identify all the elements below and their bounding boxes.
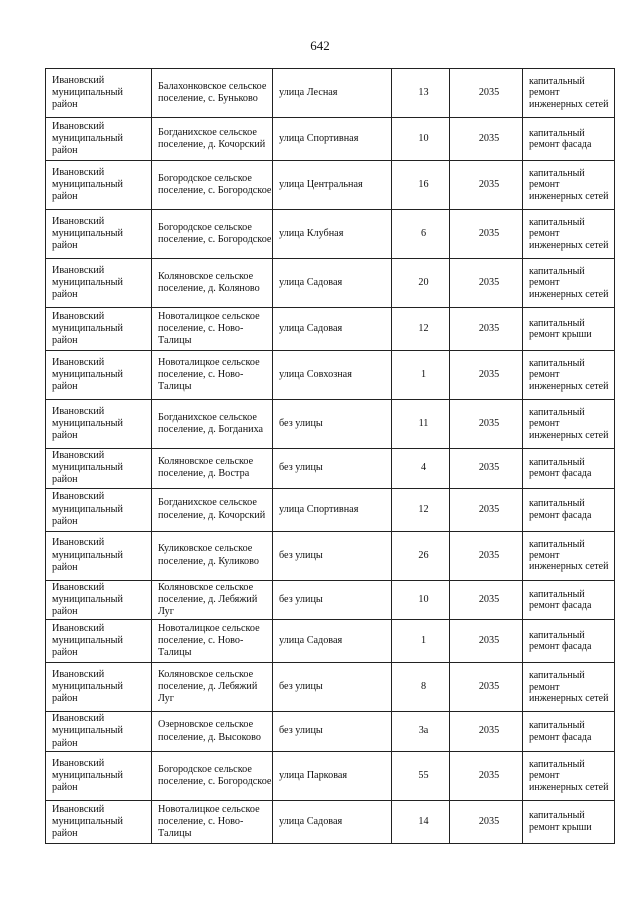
- work-type-cell: капитальный ремонт инженерных сетей: [523, 69, 615, 118]
- year-cell: 2035: [450, 351, 523, 400]
- year-cell: 2035: [450, 800, 523, 843]
- settlement-cell: Новоталицкое сельское поселение, с. Ново-Талицы: [152, 620, 273, 663]
- table-row: [46, 259, 615, 308]
- district-cell: Ивановский муниципальный район: [46, 620, 152, 663]
- year-cell: 2035: [450, 751, 523, 800]
- work-type-cell: капитальный ремонт инженерных сетей: [523, 400, 615, 449]
- house-number-cell: 11: [392, 400, 450, 449]
- house-number-cell: 10: [392, 580, 450, 620]
- settlement-cell: Богданихское сельское поселение, д. Кочорский: [152, 118, 273, 161]
- work-type-cell: капитальный ремонт инженерных сетей: [523, 259, 615, 308]
- district-cell: Ивановский муниципальный район: [46, 580, 152, 620]
- settlement-cell: Балахонковское сельское поселение, с. Буньково: [152, 69, 273, 118]
- work-type-cell: капитальный ремонт фасада: [523, 449, 615, 489]
- district-cell: Ивановский муниципальный район: [46, 259, 152, 308]
- street-cell: без улицы: [273, 449, 392, 489]
- street-cell: улица Спортивная: [273, 488, 392, 531]
- year-cell: 2035: [450, 259, 523, 308]
- house-number-cell: 1: [392, 351, 450, 400]
- settlement-cell: Коляновское сельское поселение, д. Востра: [152, 449, 273, 489]
- work-type-cell: капитальный ремонт инженерных сетей: [523, 751, 615, 800]
- house-number-cell: 12: [392, 308, 450, 351]
- house-number-cell: 16: [392, 161, 450, 210]
- house-number-cell: 20: [392, 259, 450, 308]
- table-row: [46, 69, 615, 118]
- table-row: [46, 118, 615, 161]
- district-cell: Ивановский муниципальный район: [46, 69, 152, 118]
- settlement-cell: Новоталицкое сельское поселение, с. Ново-Талицы: [152, 308, 273, 351]
- work-type-cell: капитальный ремонт крыши: [523, 800, 615, 843]
- year-cell: 2035: [450, 531, 523, 580]
- district-cell: Ивановский муниципальный район: [46, 531, 152, 580]
- year-cell: 2035: [450, 210, 523, 259]
- house-number-cell: 4: [392, 449, 450, 489]
- street-cell: без улицы: [273, 663, 392, 712]
- house-number-cell: 14: [392, 800, 450, 843]
- table-row: [46, 161, 615, 210]
- year-cell: 2035: [450, 308, 523, 351]
- table-row: [46, 488, 615, 531]
- table-row: [46, 400, 615, 449]
- settlement-cell: Богородское сельское поселение, с. Богородское: [152, 161, 273, 210]
- table-body: [46, 69, 615, 844]
- street-cell: улица Садовая: [273, 620, 392, 663]
- year-cell: 2035: [450, 488, 523, 531]
- district-cell: Ивановский муниципальный район: [46, 161, 152, 210]
- table-row: [46, 351, 615, 400]
- table-row: [46, 210, 615, 259]
- year-cell: 2035: [450, 663, 523, 712]
- table-row: [46, 531, 615, 580]
- house-number-cell: 26: [392, 531, 450, 580]
- street-cell: без улицы: [273, 531, 392, 580]
- table-row: [46, 449, 615, 489]
- work-type-cell: капитальный ремонт фасада: [523, 712, 615, 752]
- house-number-cell: 10: [392, 118, 450, 161]
- district-cell: Ивановский муниципальный район: [46, 488, 152, 531]
- work-type-cell: капитальный ремонт крыши: [523, 308, 615, 351]
- street-cell: без улицы: [273, 580, 392, 620]
- district-cell: Ивановский муниципальный район: [46, 712, 152, 752]
- page-number: 642: [310, 38, 330, 53]
- street-cell: улица Парковая: [273, 751, 392, 800]
- house-number-cell: 6: [392, 210, 450, 259]
- work-type-cell: капитальный ремонт фасада: [523, 488, 615, 531]
- year-cell: 2035: [450, 400, 523, 449]
- settlement-cell: Коляновское сельское поселение, д. Лебяжий Луг: [152, 580, 273, 620]
- table-row: [46, 663, 615, 712]
- table-row: [46, 308, 615, 351]
- year-cell: 2035: [450, 69, 523, 118]
- table-row: [46, 620, 615, 663]
- district-cell: Ивановский муниципальный район: [46, 210, 152, 259]
- year-cell: 2035: [450, 449, 523, 489]
- settlement-cell: Богородское сельское поселение, с. Богородское: [152, 210, 273, 259]
- year-cell: 2035: [450, 118, 523, 161]
- district-cell: Ивановский муниципальный район: [46, 800, 152, 843]
- settlement-cell: Богородское сельское поселение, с. Богородское: [152, 751, 273, 800]
- work-type-cell: капитальный ремонт инженерных сетей: [523, 531, 615, 580]
- work-type-cell: капитальный ремонт фасада: [523, 620, 615, 663]
- street-cell: улица Центральная: [273, 161, 392, 210]
- district-cell: Ивановский муниципальный район: [46, 351, 152, 400]
- district-cell: Ивановский муниципальный район: [46, 449, 152, 489]
- street-cell: улица Садовая: [273, 308, 392, 351]
- year-cell: 2035: [450, 712, 523, 752]
- settlement-cell: Коляновское сельское поселение, д. Лебяжий Луг: [152, 663, 273, 712]
- district-cell: Ивановский муниципальный район: [46, 400, 152, 449]
- house-number-cell: 1: [392, 620, 450, 663]
- work-type-cell: капитальный ремонт инженерных сетей: [523, 663, 615, 712]
- settlement-cell: Богданихское сельское поселение, д. Богданиха: [152, 400, 273, 449]
- table-row: [46, 712, 615, 752]
- street-cell: улица Лесная: [273, 69, 392, 118]
- settlement-cell: Озерновское сельское поселение, д. Высоково: [152, 712, 273, 752]
- table-row: [46, 580, 615, 620]
- work-type-cell: капитальный ремонт инженерных сетей: [523, 210, 615, 259]
- year-cell: 2035: [450, 620, 523, 663]
- district-cell: Ивановский муниципальный район: [46, 118, 152, 161]
- street-cell: улица Садовая: [273, 259, 392, 308]
- street-cell: улица Клубная: [273, 210, 392, 259]
- street-cell: улица Совхозная: [273, 351, 392, 400]
- work-type-cell: капитальный ремонт инженерных сетей: [523, 161, 615, 210]
- street-cell: улица Спортивная: [273, 118, 392, 161]
- table-row: [46, 751, 615, 800]
- street-cell: без улицы: [273, 400, 392, 449]
- settlement-cell: Новоталицкое сельское поселение, с. Ново-Талицы: [152, 800, 273, 843]
- district-cell: Ивановский муниципальный район: [46, 751, 152, 800]
- house-number-cell: 8: [392, 663, 450, 712]
- work-type-cell: капитальный ремонт инженерных сетей: [523, 351, 615, 400]
- housing-repair-table: [45, 68, 615, 844]
- settlement-cell: Коляновское сельское поселение, д. Коляново: [152, 259, 273, 308]
- settlement-cell: Богданихское сельское поселение, д. Кочорский: [152, 488, 273, 531]
- house-number-cell: 13: [392, 69, 450, 118]
- year-cell: 2035: [450, 161, 523, 210]
- house-number-cell: 55: [392, 751, 450, 800]
- table-row: [46, 800, 615, 843]
- street-cell: без улицы: [273, 712, 392, 752]
- district-cell: Ивановский муниципальный район: [46, 308, 152, 351]
- settlement-cell: Куликовское сельское поселение, д. Куликово: [152, 531, 273, 580]
- work-type-cell: капитальный ремонт фасада: [523, 118, 615, 161]
- district-cell: Ивановский муниципальный район: [46, 663, 152, 712]
- house-number-cell: 12: [392, 488, 450, 531]
- street-cell: улица Садовая: [273, 800, 392, 843]
- year-cell: 2035: [450, 580, 523, 620]
- house-number-cell: 3а: [392, 712, 450, 752]
- work-type-cell: капитальный ремонт фасада: [523, 580, 615, 620]
- settlement-cell: Новоталицкое сельское поселение, с. Ново-Талицы: [152, 351, 273, 400]
